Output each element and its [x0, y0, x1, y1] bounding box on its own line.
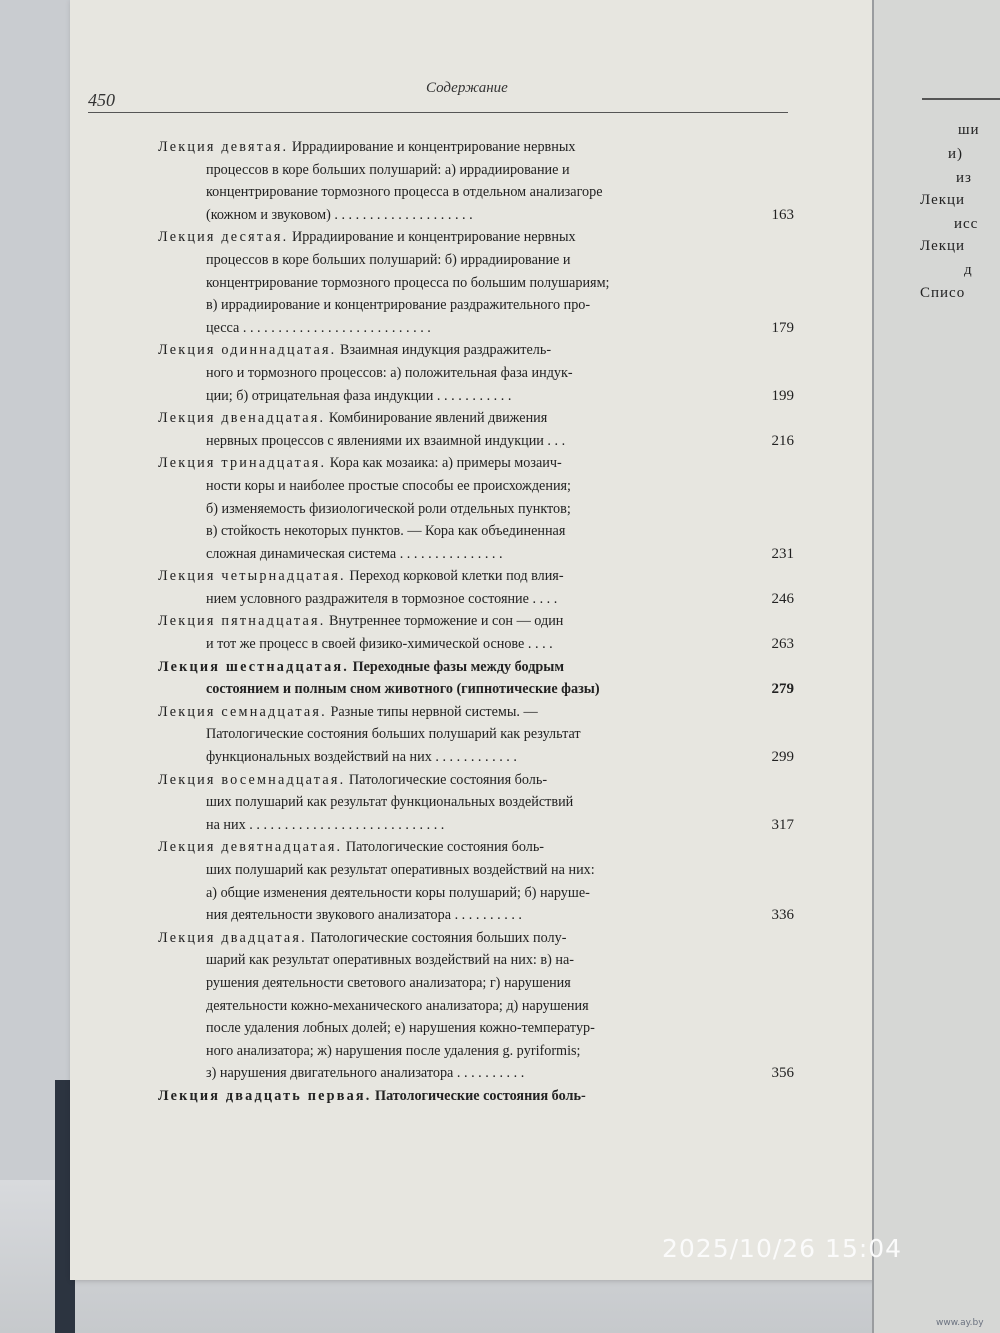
- table-of-contents: [158, 136, 818, 1108]
- toc-line: [158, 769, 750, 792]
- toc-page-number: 317: [771, 816, 794, 833]
- toc-entry: [158, 452, 818, 565]
- toc-line-text: Патологические состояния больших полу-: [310, 929, 567, 946]
- toc-line: [158, 995, 750, 1018]
- toc-line: [158, 339, 750, 362]
- lecture-title: Лекция пятнадцатая.: [158, 613, 326, 630]
- toc-line: [158, 633, 750, 656]
- toc-line: [158, 362, 750, 385]
- toc-line: [158, 949, 750, 972]
- toc-line: [158, 927, 750, 950]
- facing-page-rule: [922, 98, 1000, 100]
- lecture-title: Лекция восемнадцатая.: [158, 771, 346, 788]
- toc-entry: [158, 769, 818, 837]
- toc-entry: [158, 701, 818, 769]
- toc-line: [158, 407, 750, 430]
- toc-line-text: Иррадиирование и концентрирование нервных: [291, 139, 576, 155]
- toc-entry: [158, 339, 818, 407]
- toc-line: [158, 430, 750, 453]
- toc-line-text: Комбинирование явлений движения: [328, 410, 548, 427]
- toc-line-text: и тот же процесс в своей физико-химической основе . . . .: [206, 636, 553, 653]
- lecture-title: Лекция двадцатая.: [158, 929, 307, 946]
- toc-page-number: 179: [771, 319, 794, 336]
- toc-entry: [158, 656, 818, 701]
- toc-line: [158, 1085, 750, 1108]
- toc-line: [158, 814, 750, 837]
- toc-line-text: Патологические состояния боль-: [348, 771, 548, 788]
- toc-line: [158, 204, 750, 227]
- header-rule: [88, 112, 788, 113]
- toc-line: [158, 294, 750, 317]
- toc-line: [158, 746, 750, 769]
- lecture-title: Лекция шестнадцатая.: [158, 658, 350, 675]
- toc-line: [158, 452, 750, 475]
- toc-line: [158, 272, 750, 295]
- toc-entry: [158, 407, 818, 452]
- toc-line-text: Внутреннее торможение и сон — один: [329, 613, 564, 630]
- toc-page-number: 231: [771, 545, 794, 562]
- toc-line: [158, 1040, 750, 1063]
- toc-line-text: ного анализатора; ж) нарушения после удаления g. pyriformis;: [206, 1042, 581, 1059]
- toc-page-number: 163: [771, 206, 794, 223]
- toc-line-text: деятельности кожно-механического анализатора; д) нарушения: [206, 997, 589, 1014]
- toc-line: [158, 249, 750, 272]
- toc-entry: [158, 565, 818, 610]
- lecture-title: Лекция четырнадцатая.: [158, 568, 346, 585]
- lecture-title: Лекция двадцать первая.: [158, 1087, 372, 1104]
- lecture-title: Лекция одиннадцатая.: [158, 342, 337, 359]
- toc-entry: [158, 610, 818, 655]
- facing-page-text: исс: [954, 216, 979, 232]
- toc-line: [158, 159, 750, 182]
- lecture-title: Лекция девятая.: [158, 139, 289, 155]
- facing-page-text: Списо: [920, 285, 966, 301]
- toc-line: [158, 678, 750, 701]
- toc-page-number: 199: [771, 387, 794, 404]
- toc-line-text: Иррадиирование и концентрирование нервных: [291, 229, 576, 246]
- toc-line-text: на них . . . . . . . . . . . . . . . . . . . . . . . . . . . .: [206, 816, 445, 833]
- facing-page-text: д: [964, 262, 973, 278]
- toc-page-number: 356: [771, 1065, 794, 1082]
- toc-line: [158, 882, 750, 905]
- facing-page-text: из: [956, 170, 972, 186]
- lecture-title: Лекция двенадцатая.: [158, 410, 326, 427]
- toc-line-text: (кожном и звуковом) . . . . . . . . . . . . . . . . . . . .: [206, 206, 473, 223]
- toc-line-text: Кора как мозаика: а) примеры мозаич-: [329, 455, 562, 472]
- toc-line-text: концентрирование тормозного процесса по большим полушариям;: [206, 274, 610, 291]
- page-header: [88, 78, 788, 114]
- lecture-title: Лекция десятая.: [158, 229, 289, 246]
- toc-page-number: 246: [771, 590, 794, 607]
- toc-line-text: Патологические состояния боль-: [345, 839, 545, 856]
- toc-line: [158, 1062, 750, 1085]
- toc-line: [158, 543, 750, 566]
- photo-timestamp: 2025/10/26 15:04: [662, 1234, 903, 1263]
- toc-line-text: нием условного раздражителя в тормозное состояние . . . .: [206, 590, 558, 607]
- toc-line-text: Взаимная индукция раздражитель-: [339, 342, 552, 359]
- toc-line: [158, 836, 750, 859]
- toc-line-text: ших полушарий как результат оперативных воздействий на них:: [206, 862, 595, 878]
- toc-entry: [158, 136, 818, 226]
- toc-line: [158, 972, 750, 995]
- toc-entry: [158, 226, 818, 339]
- toc-line-text: нервных процессов с явлениями их взаимной индукции . . .: [206, 432, 566, 449]
- toc-line-text: Патологические состояния больших полушарий как результат: [206, 726, 581, 743]
- toc-line-text: Переход корковой клетки под влия-: [349, 568, 564, 585]
- facing-page-text: и): [948, 146, 964, 162]
- toc-line: [158, 904, 750, 927]
- page-number: 450: [88, 90, 115, 110]
- toc-line-text: шарий как результат оперативных воздействий на них: в) на-: [206, 952, 574, 969]
- toc-line-text: процессов в коре больших полушарий: б) иррадиирование и: [206, 251, 571, 268]
- toc-line-text: после удаления лобных долей; е) нарушения кожно-температур-: [206, 1020, 595, 1037]
- toc-line: [158, 475, 750, 498]
- toc-line-text: функциональных воздействий на них . . . . . . . . . . . .: [206, 749, 517, 766]
- toc-page-number: 299: [771, 749, 794, 766]
- toc-line-text: а) общие изменения деятельности коры полушарий; б) наруше-: [206, 884, 590, 901]
- toc-line: [158, 701, 750, 724]
- toc-line-text: сложная динамическая система . . . . . . . . . . . . . . .: [206, 545, 503, 562]
- toc-line-text: з) нарушения двигательного анализатора . . . . . . . . . .: [206, 1065, 525, 1082]
- toc-line: [158, 656, 750, 679]
- toc-line-text: б) изменяемость физиологической роли отдельных пунктов;: [206, 500, 571, 517]
- facing-page-text: Лекци: [920, 238, 966, 254]
- lecture-title: Лекция семнадцатая.: [158, 703, 327, 720]
- toc-line-text: ции; б) отрицательная фаза индукции . . . . . . . . . . .: [206, 387, 512, 404]
- facing-page-text: Лекци: [920, 192, 966, 208]
- toc-line: [158, 588, 750, 611]
- toc-line: [158, 385, 750, 408]
- toc-line-text: ших полушарий как результат функциональных воздействий: [206, 794, 574, 811]
- toc-line-text: ния деятельности звукового анализатора . . . . . . . . . .: [206, 907, 522, 924]
- toc-page-number: 279: [771, 681, 794, 698]
- toc-line-text: ности коры и наиболее простые способы ее происхождения;: [206, 477, 572, 494]
- facing-page-text: ши: [958, 122, 980, 138]
- toc-entry: [158, 927, 818, 1085]
- toc-line: [158, 317, 750, 340]
- toc-page-number: 216: [771, 432, 794, 449]
- toc-line-text: Патологические состояния боль-: [375, 1087, 586, 1104]
- toc-line: [158, 498, 750, 521]
- toc-line: [158, 565, 750, 588]
- toc-page-number: 336: [771, 907, 794, 924]
- toc-line: [158, 723, 750, 746]
- facing-page: [872, 0, 1000, 1333]
- toc-line-text: в) стойкость некоторых пунктов. — Кора как объединенная: [206, 523, 566, 540]
- toc-line-text: в) иррадиирование и концентрирование раздражительного про-: [206, 297, 591, 314]
- running-title: Содержание: [426, 80, 508, 96]
- toc-line-text: рушения деятельности светового анализатора; г) нарушения: [206, 974, 571, 991]
- toc-line-text: Разные типы нервной системы. —: [330, 703, 538, 720]
- toc-entry: [158, 836, 818, 926]
- toc-line: [158, 226, 750, 249]
- toc-line: [158, 181, 750, 204]
- toc-line: [158, 136, 750, 159]
- toc-line-text: состоянием и полным сном животного (гипнотические фазы): [206, 681, 600, 698]
- toc-line: [158, 859, 750, 882]
- toc-line: [158, 610, 750, 633]
- watermark: www.ay.by: [936, 1318, 984, 1328]
- toc-line: [158, 520, 750, 543]
- toc-line: [158, 791, 750, 814]
- toc-page-number: 263: [771, 636, 794, 653]
- lecture-title: Лекция тринадцатая.: [158, 455, 327, 472]
- toc-line-text: ного и тормозного процессов: а) положительная фаза индук-: [206, 364, 573, 381]
- toc-line-text: цесса . . . . . . . . . . . . . . . . . . . . . . . . . . .: [206, 319, 431, 336]
- lecture-title: Лекция девятнадцатая.: [158, 839, 343, 856]
- toc-entry: [158, 1085, 818, 1108]
- toc-line-text: Переходные фазы между бодрым: [352, 658, 565, 675]
- toc-line-text: концентрирование тормозного процесса в отдельном анализагоре: [206, 184, 603, 201]
- toc-line: [158, 1017, 750, 1040]
- toc-line-text: процессов в коре больших полушарий: а) иррадиирование и: [206, 161, 570, 178]
